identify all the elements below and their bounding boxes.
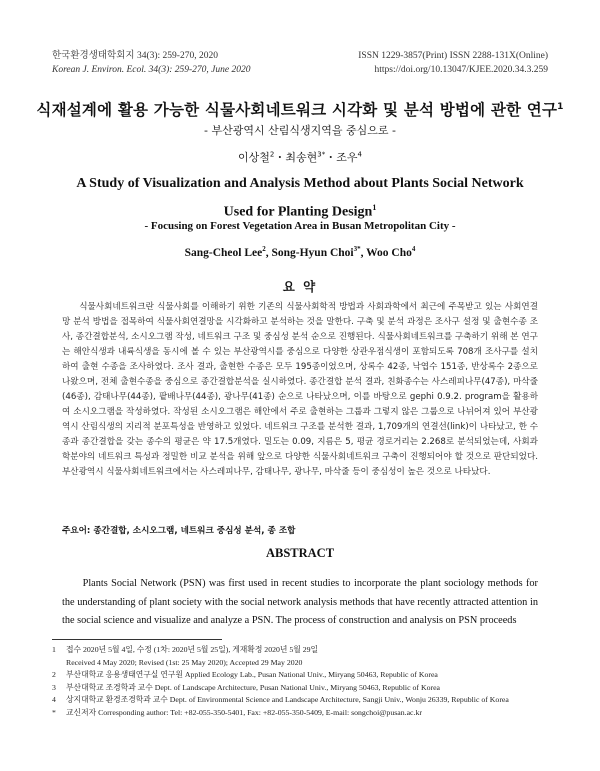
title-korean-text: 식재설계에 활용 가능한 식물사회네트워크 시각화 및 분석 방법에 관한 연구 <box>36 101 558 119</box>
footnote-text: Received 4 May 2020; Revised (1st: 25 May 2020); Accepted 29 May 2020 <box>66 657 303 667</box>
footnote-item <box>52 669 548 682</box>
subtitle-korean: - 부산광역시 산림식생지역을 중심으로 - <box>204 124 396 137</box>
footnote-text: 접수 2020년 5월 4일, 수정 (1차: 2020년 5월 25일), 게재확정 2020년 5월 29일 <box>66 645 319 654</box>
footnote-mark: 3 <box>52 682 56 692</box>
author-2-en-mark: 3* <box>353 245 361 253</box>
title-english <box>60 172 540 225</box>
footnote-mark: * <box>52 707 56 717</box>
author-separator: ・ <box>274 151 286 164</box>
title-footnote-mark: 1 <box>557 101 564 112</box>
footnote-divider <box>52 639 222 640</box>
footnotes <box>52 644 548 720</box>
journal-name-ko: 한국환경생태학회지 34(3): 259-270, 2020 <box>52 51 218 61</box>
footnote-mark: 4 <box>52 695 56 705</box>
footnote-item <box>52 657 548 670</box>
title-en-footnote-mark: 1 <box>372 203 377 212</box>
footnote-text: 부산대학교 응용생태연구실 연구원 Applied Ecology Lab., Pusan National Univ., Miryang 50463, Republic of Korea <box>66 670 438 680</box>
abstract-ko-heading: 요 약 <box>282 279 318 294</box>
author-1-en: Sang-Cheol Lee <box>184 246 263 259</box>
subtitle-english: - Focusing on Forest Vegetation Area in Busan Metropolitan City - <box>144 220 456 232</box>
keywords-list: 종간결합, 소시오그램, 네트워크 중심성 분석, 종 조합 <box>93 526 296 536</box>
authors-korean <box>30 149 570 165</box>
author-1-ko: 이상철 <box>238 151 270 164</box>
authors-english <box>30 245 570 259</box>
issn-doi <box>358 49 548 77</box>
footnote-item <box>52 644 548 657</box>
title-korean <box>30 98 570 120</box>
author-3-mark: 4 <box>357 150 362 159</box>
author-1-en-mark: 2 <box>262 245 266 253</box>
footnote-mark <box>52 657 66 670</box>
footnote-mark: 2 <box>52 670 56 680</box>
author-separator: , <box>265 246 272 259</box>
footnote-mark: 1 <box>52 645 56 654</box>
footnote-item <box>52 682 548 695</box>
author-3-en-mark: 4 <box>411 245 416 253</box>
footnote-item <box>52 707 548 720</box>
page-header <box>52 49 548 83</box>
keywords <box>62 524 538 536</box>
footnote-item <box>52 694 548 707</box>
abstract-en-body: Plants Social Network (PSN) was first used in recent studies to incorporate the plant sociology methods for the understanding of plant society with the social network analysis methods that have recently attracted attention in the social science and visualize and analyze a PSN. The process of construction and analysis on PSN proceeds <box>62 578 538 626</box>
footnote-text: 교신저자 Corresponding author: Tel: +82-055-350-5401, Fax: +82-055-350-5409, E-mail: songchoi@pusan.ac.kr <box>66 707 422 717</box>
title-english-text: A Study of Visualization and Analysis Method about Plants Social Network Used for Planting Design <box>76 176 524 220</box>
author-3-ko: 조우 <box>336 151 358 164</box>
author-separator: , <box>360 246 367 259</box>
abstract-ko-body: 식물사회네트워크란 식물사회를 이해하기 위한 기존의 식물사회학적 방법과 사회과학에서 최근에 주목받고 있는 사회연결망 분석 방법을 접목하여 식물사회연결망을 시각화하고 분석하는 것을 말한다. 구축 및 분석 과정은 조사구 설정 및 출현수종 조사, 종간결합분석, 소시오그램 작성, 네트워크 구조 및 중심성 분석 순으로 진행된다. 식물사회네트워크를 구축하기 위해 본 연구는 해안식생과 내륙식생을 동시에 볼 수 있는 부산광역시를 중심으로 다양한 상관우점식생이 포함되도록 708개 조사구를 설치하여 출현 수종을 조사하였다. 조사 결과, 출현한 수종은 모두 195종이었으며, 상록수 42종, 낙엽수 151종, 반상록수 2종으로 나왔으며, 전체 출현수종을 중심으로 종간결합분석을 실시하였다. 종간결합 분석 결과, 친화종수는 사스레피나무(47종), 마삭줄(46종), 감태나무(44종), 팥배나무(44종), 광나무(41종) 순으로 나타났으며, 이를 바탕으로 gephi 0.9.2. program을 활용하여 소시오그램을 작성하였다. 작성된 소시오그램은 해안에서 주로 출현하는 그룹과 그렇지 않은 그룹으로 나뉘어져 있어 부산광역시 산림식생의 지리적 분포특성을 반영하고 있었다. 네트워크 구조를 분석한 결과, 1,709개의 연결선(link)이 나타났고, 한 수종과 종간결합을 갖는 종수의 평균은 약 17.5개였다. 밀도는 0.09, 지름은 5, 평균 경로거리는 2.268로 분석되었는데, 사회과학분야의 네트워크 특성과 정밀한 비교 분석을 위해 앞으로 다양한 식물사회네트워크 구축이 진행되어야 할 것으로 판단되었다. 부산광역시 식물사회네트워크에서는 사스레피나무, 감태나무, 광나무, 마삭줄 등이 중심성이 높은 것으로 나타났다. <box>62 302 538 477</box>
author-2-mark: 3* <box>317 150 326 159</box>
abstract-en-heading: ABSTRACT <box>265 546 335 560</box>
author-separator: ・ <box>325 151 337 164</box>
issn: ISSN 1229-3857(Print) ISSN 2288-131X(Online) <box>358 51 548 61</box>
author-3-en: Woo Cho <box>366 246 412 259</box>
footnote-text: 상지대학교 환경조경학과 교수 Dept. of Environmental Science and Landscape Architecture, Sangji Univ., Wonju 26339, Republic of Korea <box>66 695 509 705</box>
doi-link[interactable]: https://doi.org/10.13047/KJEE.2020.34.3.259 <box>374 65 548 75</box>
journal-citation <box>52 49 251 77</box>
footnote-text: 부산대학교 조경학과 교수 Dept. of Landscape Architecture, Pusan National Univ., Miryang 50463, Republic of Korea <box>66 682 440 692</box>
journal-name-en: Korean J. Environ. Ecol. 34(3): 259-270, June 2020 <box>52 65 251 75</box>
author-2-en: Song-Hyun Choi <box>271 246 354 259</box>
author-1-mark: 2 <box>269 150 275 159</box>
author-2-ko: 최송현 <box>285 151 318 164</box>
keywords-label: 주요어: <box>62 526 91 536</box>
